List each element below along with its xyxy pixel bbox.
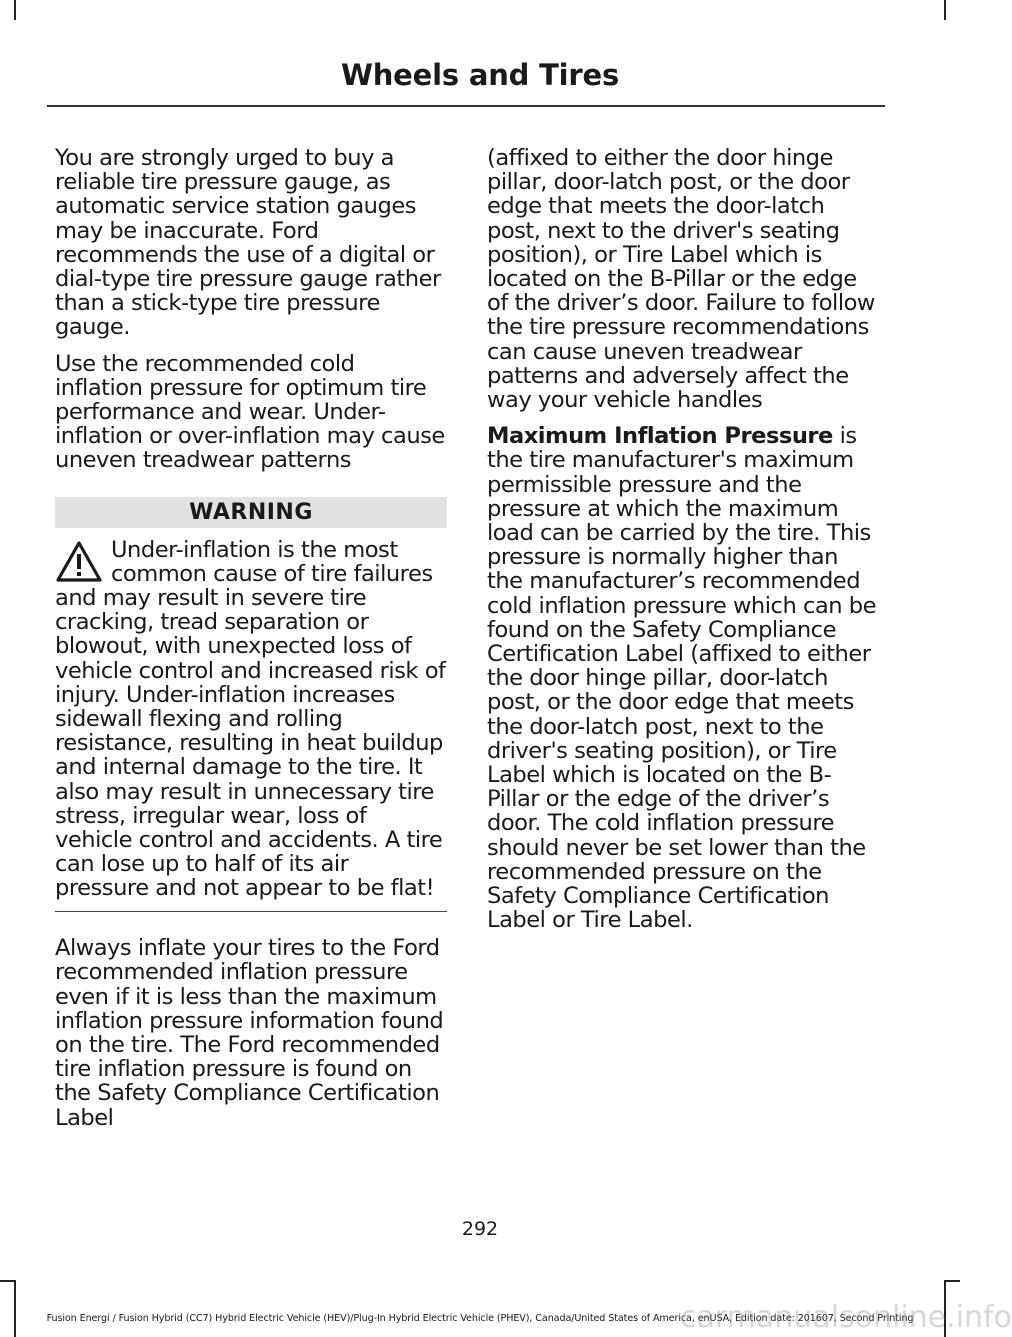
crop-mark-bottom-left-horizontal [0,1280,16,1282]
watermark-text: carmanualsonline.info [680,1300,1012,1335]
warning-triangle-icon [55,540,103,584]
paragraph-label-location: (affixed to either the door hinge pillar, door-latch post, or the door edge that meets the door-latch post, next to the driver's seating position), or Tire Label which is located on the B-Pillar or the edge of the driver’s door. Failure to follow the tire pressure recommendations can cause uneven treadwear patterns and adversely affect the way your vehicle handles [487,145,875,414]
warning-heading: WARNING [55,497,447,528]
paragraph-tire-gauge: You are strongly urged to buy a reliable tire pressure gauge, as automatic service station gauges may be inaccurate. Ford recommends the use of a digital or dial-type tire pressure gauge rather than a stick-type tire pressure gauge. [55,145,441,341]
paragraph-cold-inflation: Use the recommended cold inflation pressure for optimum tire performance and wear. Under-inflation or over-inflation may cause uneven treadwear patterns [55,350,445,474]
term-maximum-inflation-pressure: Maximum Inflation Pressure [487,423,833,450]
paragraph-maximum-inflation [487,424,879,932]
page-title: Wheels and Tires [340,58,620,92]
paragraph-always-inflate: Always inflate your tires to the Ford recommended inflation pressure even if it is less than the maximum inflation pressure information found on the tire. The Ford recommended tire inflation pressure is found on the Safety Compliance Certification Label [55,935,444,1131]
warning-text: Under-inflation is the most common cause of tire failures and may result in severe tire cracking, tread separation or blowout, with unexpected loss of vehicle control and increased risk of injury. Under-inflation increases sidewall flexing and rolling resistance, resulting in heat buildup and internal damage to the tire. It also may result in unnecessary tire stress, irregular wear, loss of vehicle control and accidents. A tire can lose up to half of its air pressure and not appear to be flat! [55,536,446,902]
page-number: 292 [461,1218,499,1240]
right-column [487,146,879,945]
footer-edition-info: Fusion Energi / Fusion Hybrid (CC7) Hybrid Electric Vehicle (HEV)/Plug-In Hybrid Electric Vehicle (PHEV), Canada/United States of America, enUSA, Edition date: 201607, Second Printing [46,1313,914,1324]
warning-divider [55,911,447,913]
crop-mark-top-right-vertical [944,0,946,20]
crop-mark-bottom-left-vertical [14,1280,16,1337]
crop-mark-bottom-right-horizontal [944,1280,960,1282]
left-column [55,146,447,1142]
warning-box [55,538,447,901]
maximum-inflation-definition: is the tire manufacturer's maximum permissible pressure and the pressure at which the maximum load can be carried by the tire. This pressure is normally higher than the manufacturer’s recommended cold inflation pressure which can be found on the Safety Compliance Certification Label (affixed to either the door hinge pillar, door-latch post, or the door edge that meets the door-latch post, next to the driver's seating position), or Tire Label which is located on the B-Pillar or the edge of the driver’s door. The cold inflation pressure should never be set lower than the recommended pressure on the Safety Compliance Certification Label or Tire Label. [487,423,876,934]
header-divider [47,105,885,107]
crop-mark-top-left-vertical [14,0,16,20]
